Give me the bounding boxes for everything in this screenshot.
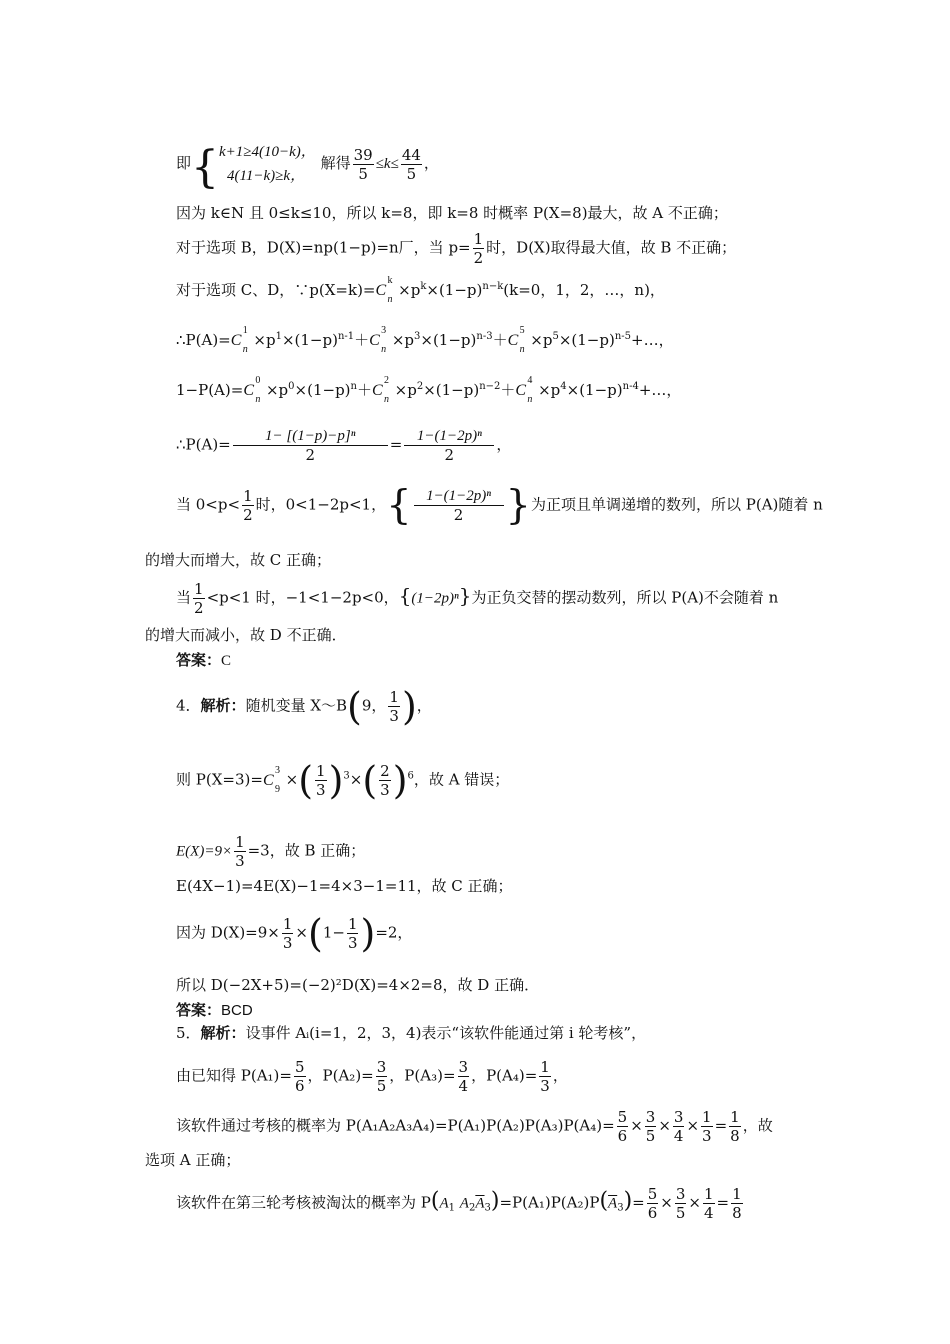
- den: 6: [647, 1204, 658, 1222]
- q3-line-2: 因为 k∈N 且 0≤k≤10，所以 k=8，即 k=8 时概率 P(X=8)最大，故 A 不正确；: [176, 204, 728, 222]
- analysis-label: 解析：: [200, 1025, 246, 1042]
- q5-line-1: [176, 1023, 646, 1044]
- q4-line-2: 则 P(X=3)=C 3 9 ×( $\frac{1}{3}$ )$^3$×( $\frac{2}{3}$ )$^6$，故 A 错误；: [176, 758, 510, 803]
- den: 3: [347, 934, 358, 952]
- q3-line-11: 的增大而减小，故 D 不正确．: [145, 626, 347, 644]
- text: E(X)=9×: [176, 843, 233, 860]
- text: 因为 D(X)=9×: [176, 923, 280, 942]
- q3-line-inequality: [176, 140, 439, 193]
- num: 1: [704, 1185, 714, 1203]
- fraction: [379, 762, 391, 799]
- combination: C 5 n: [507, 325, 525, 355]
- q5-line-4: 选项 A 正确；: [145, 1151, 241, 1169]
- num: 3: [458, 1058, 469, 1076]
- q5-line-3: 该软件通过考核的概率为 P(A₁A₂A₃A₄)=P(A₁)P(A₂)P(A₃)P(A₄)= $\frac{5}{6}$ × $\frac{3}{5}$ × $\frac{3}{4}$ × $\frac{1}{3}$ = $\frac{1}{8}$ ，故: [176, 1108, 773, 1145]
- text: +…，: [631, 331, 674, 349]
- text: 由已知得 P(A₁)=: [176, 1066, 292, 1085]
- text: +…，: [638, 381, 682, 399]
- den: 3: [702, 1127, 712, 1145]
- num: 1: [347, 915, 358, 933]
- text: ，: [416, 696, 432, 715]
- fraction: [675, 1185, 687, 1222]
- den: 5: [358, 164, 368, 183]
- q3-line-9: 的增大而增大，故 C 正确；: [145, 551, 332, 569]
- num: 5: [617, 1108, 628, 1126]
- combination: C 2 n: [372, 375, 389, 405]
- fraction: [315, 762, 327, 799]
- den: 5: [675, 1204, 686, 1222]
- den: 3: [389, 707, 399, 725]
- num: 1: [732, 1185, 742, 1203]
- den: 6: [617, 1127, 628, 1145]
- num: 1: [316, 762, 326, 780]
- text: =: [389, 435, 403, 454]
- den: 4: [704, 1204, 714, 1222]
- brace: {: [191, 142, 220, 193]
- num: 1− [(1−p)−p]ⁿ: [233, 427, 388, 446]
- combination: C 4 n: [515, 375, 533, 405]
- den: 2: [305, 446, 316, 464]
- text: =3，故 B 正确；: [247, 841, 366, 860]
- num: 3: [673, 1108, 684, 1126]
- den: 5: [645, 1127, 656, 1145]
- brace: {: [386, 482, 412, 529]
- num: 3: [675, 1185, 686, 1203]
- fraction: [673, 1108, 685, 1145]
- text: 对于选项 C、D，∵p(X=k)=: [176, 281, 376, 299]
- text: 9，: [361, 696, 387, 715]
- fraction: [414, 487, 504, 524]
- num: 1: [473, 230, 484, 248]
- answer-label: 答案：: [176, 1002, 222, 1019]
- q3-line-4: 对于选项 C、D，∵p(X=k)=C k n $\times p^k\times(1-p)^{n-k}(k=0$，1，2，…，n)，: [176, 275, 665, 305]
- text: 随机变量 X～B: [245, 696, 348, 715]
- q3-line-3: [176, 230, 736, 267]
- den: 6: [294, 1077, 305, 1095]
- den: 2: [243, 506, 253, 524]
- den: 4: [673, 1127, 684, 1145]
- combination: C 1 n: [230, 325, 248, 355]
- q4-line-6: 所以 D(−2X+5)=(−2)²D(X)=4×2=8，故 D 正确．: [176, 976, 540, 994]
- den: 2: [194, 599, 204, 617]
- den: 2: [453, 506, 464, 524]
- text: ，: [552, 1066, 568, 1085]
- q3-line-7: [176, 427, 511, 464]
- den: 3: [235, 852, 245, 870]
- combination: C 0 n: [243, 375, 261, 405]
- text: <p<1 时，−1<1−2p<0，: [206, 588, 399, 607]
- fraction: [458, 1058, 470, 1095]
- den: 5: [406, 164, 417, 183]
- num: 5: [294, 1058, 305, 1076]
- fraction: [242, 487, 254, 524]
- q4-line-1: 4．解析：随机变量 X～B(9， $\frac{1}{3}$ )，: [176, 684, 432, 729]
- question-number: 4．: [176, 696, 201, 715]
- text: 1−: [322, 923, 345, 942]
- num: 3: [376, 1058, 387, 1076]
- text: =2，: [375, 923, 413, 942]
- den: 5: [376, 1077, 387, 1095]
- text: 当 0<p<: [176, 495, 241, 514]
- fraction: [234, 833, 246, 870]
- fraction: [647, 1185, 659, 1222]
- answer-label: 答案：: [176, 652, 222, 669]
- fraction: [404, 427, 494, 464]
- num: 1: [282, 915, 293, 933]
- inequality-system: [219, 140, 316, 188]
- fraction: [473, 230, 485, 267]
- den: 2: [473, 249, 484, 267]
- num: 1−(1−2p)ⁿ: [404, 427, 494, 446]
- text: ×(1−p): [426, 281, 483, 299]
- text: ≤k≤: [375, 156, 399, 172]
- text: ，: [423, 154, 439, 172]
- q3-line-5: ∴P(A)=C 1 n $\times p^1\times(1-p)^{n-1}+C$ 3 n $\times p^3\times(1-p)^{n-3}+C$ 5 n $\times p^5\times(1-p)^{n-5}+\dots$，: [176, 325, 674, 355]
- q4-line-3: [176, 833, 365, 870]
- num: 1: [194, 580, 204, 598]
- text: 该软件在第三轮考核被淘汰的概率为 P: [176, 1193, 431, 1212]
- text: 即: [176, 154, 192, 172]
- question-number: 5．: [176, 1024, 201, 1042]
- text: ，故 A 错误；: [413, 770, 510, 789]
- ineq-top: k+1≥4(10−k)，: [219, 144, 316, 160]
- num: 1: [730, 1108, 740, 1126]
- num: 5: [647, 1185, 658, 1203]
- combination: C 3 n: [369, 325, 387, 355]
- set: (1−2p)ⁿ: [411, 590, 459, 607]
- text: 该软件通过考核的概率为 P(A₁A₂A₃A₄)=P(A₁)P(A₂)P(A₃)P(A₄)=: [176, 1116, 615, 1135]
- text: ，P(A₃)=: [389, 1066, 456, 1085]
- fraction: [294, 1058, 306, 1095]
- fraction: [282, 915, 294, 952]
- q4-answer: [176, 1000, 253, 1021]
- q5-line-5: 该软件在第三轮考核被淘汰的概率为 $P(A_1$ $A_2\overline{A}_3)=P(A_1)P(A_2)P(\overline{A}_3)=$ $\frac{5}{6}$ × $\frac{3}{5}$ × $\frac{1}{4}$ = $\frac{1}{8}$: [176, 1185, 742, 1222]
- den: 3: [540, 1077, 550, 1095]
- text: 时，0<1−2p<1，: [255, 495, 387, 514]
- analysis-label: 解析：: [200, 697, 246, 715]
- num: 1−(1−2p)ⁿ: [414, 487, 504, 506]
- den: 8: [730, 1127, 740, 1145]
- text: 对于选项 B，D(X)=np(1−p)=n厂，当 p=: [176, 238, 471, 257]
- den: 3: [380, 781, 390, 799]
- den: 3: [316, 781, 326, 799]
- q5-line-2: [176, 1058, 568, 1095]
- fraction: [401, 146, 422, 183]
- text: ×p: [398, 281, 421, 299]
- fraction: [388, 688, 400, 725]
- text: ，P(A₂)=: [307, 1066, 374, 1085]
- combination: C k n: [375, 275, 393, 305]
- q3-answer: [176, 650, 231, 671]
- text: =P(A₁)P(A₂)P: [499, 1193, 600, 1212]
- fraction: [376, 1058, 388, 1095]
- q4-line-4: E(4X−1)=4E(X)−1=4×3−1=11，故 C 正确；: [176, 877, 513, 895]
- num: 2: [380, 762, 390, 780]
- brace: }: [505, 482, 531, 529]
- fraction: [701, 1108, 713, 1145]
- q3-line-6: 1−P(A)=C 0 n $\times p^0\times(1-p)^n+C$ 2 n $\times p^2\times(1-p)^{n-2}+C$ 4 n $\times p^4\times(1-p)^{n-4}+\dots$，: [176, 375, 682, 405]
- fraction: [233, 427, 388, 464]
- num: 1: [243, 487, 253, 505]
- ineq-bottom: 4(11−k)≥k，: [227, 168, 306, 184]
- answer-value: C: [221, 653, 232, 669]
- num: 1: [389, 688, 399, 706]
- text: 设事件 Aᵢ(i=1，2，3，4)表示“该软件能通过第 i 轮考核”，: [245, 1024, 647, 1042]
- combination: C 3 9: [262, 764, 280, 795]
- q3-line-8: [176, 482, 823, 529]
- text: 解得: [320, 154, 351, 172]
- fraction: [731, 1185, 743, 1222]
- text: 为正负交替的摆动数列，所以 P(A)不会随着 n: [471, 588, 779, 607]
- text: 为正项且单调递增的数列，所以 P(A)随着 n: [531, 495, 823, 514]
- num: 39: [353, 145, 373, 164]
- text: 当: [176, 588, 192, 607]
- text: 时，D(X)取得最大值，故 B 不正确；: [486, 238, 737, 257]
- answer-value: BCD: [221, 1002, 253, 1019]
- fraction: [193, 580, 205, 617]
- text: ，P(A₄)=: [471, 1066, 538, 1085]
- fraction: [539, 1058, 551, 1095]
- text: ，故: [742, 1116, 773, 1135]
- den: 4: [458, 1077, 469, 1095]
- text: ∴P(A)=: [176, 435, 231, 454]
- text: ∴P(A)=: [176, 331, 231, 349]
- num: 1: [540, 1058, 550, 1076]
- text: ，: [496, 435, 512, 454]
- text: 则 P(X=3)=: [176, 770, 263, 789]
- den: 2: [444, 446, 455, 464]
- fraction: [347, 915, 359, 952]
- num: 1: [702, 1108, 712, 1126]
- fraction: [703, 1185, 715, 1222]
- q3-line-10: 当 $\frac{1}{2}$ <p<1 时，−1<1−2p<0，{(1−2p)ⁿ}为正负交替的摆动数列，所以 P(A)不会随着 n: [176, 580, 779, 617]
- fraction: [617, 1108, 629, 1145]
- fraction: [645, 1108, 657, 1145]
- fraction: [729, 1108, 741, 1145]
- fraction: [353, 146, 374, 183]
- q4-line-5: 因为 D(X)=9× $\frac{1}{3}$ ×(1− $\frac{1}{3}$ )=2，: [176, 911, 413, 956]
- text: (k=0，1，2，…，n)，: [503, 281, 665, 299]
- den: 3: [282, 934, 293, 952]
- num: 3: [645, 1108, 656, 1126]
- text: 1−P(A)=: [176, 381, 244, 399]
- num: 44: [401, 145, 421, 164]
- num: 1: [235, 833, 245, 851]
- den: 8: [732, 1204, 742, 1222]
